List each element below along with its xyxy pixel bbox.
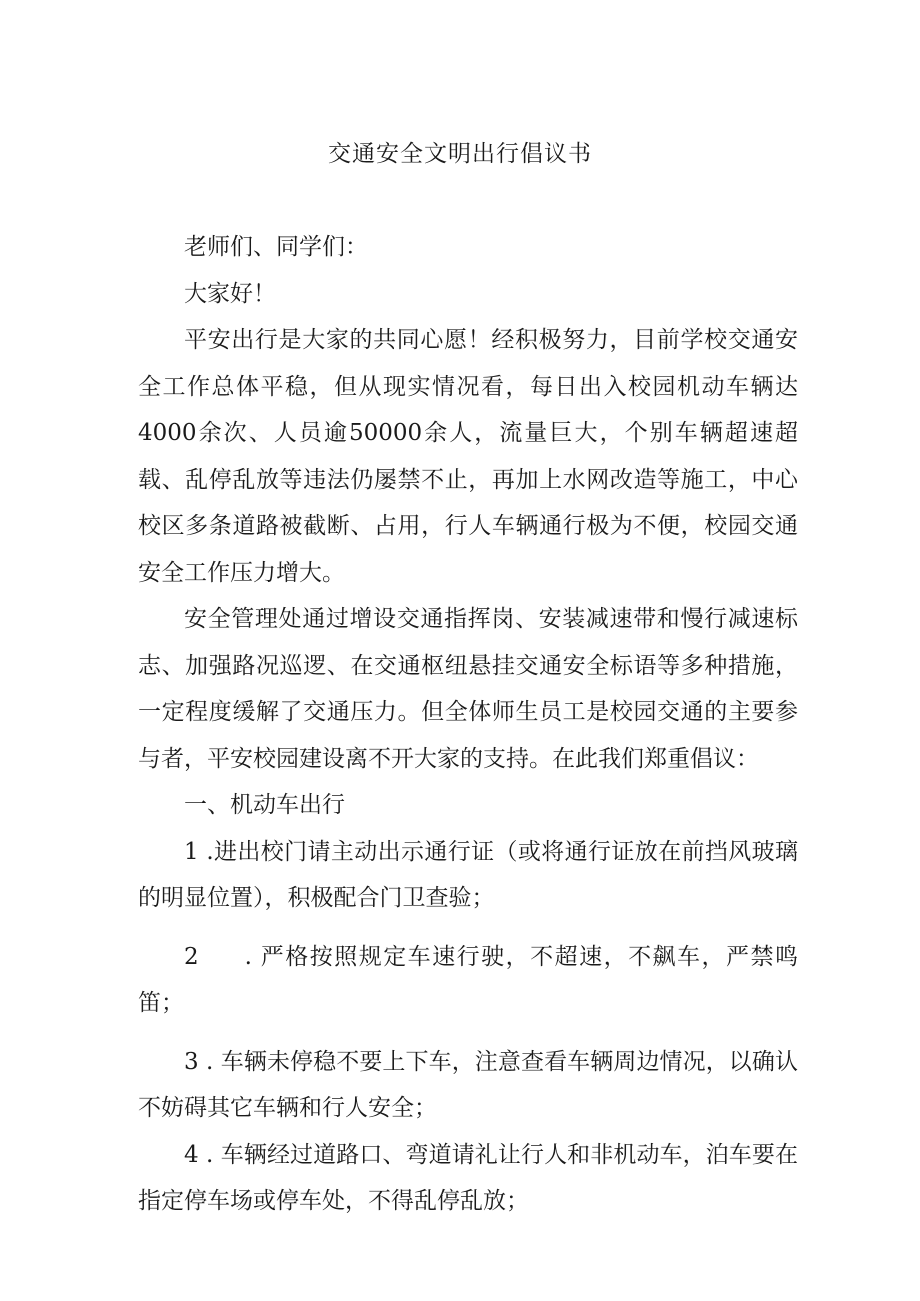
item-text: . 严格按照规定车速行驶，不超速，不飙车，严禁鸣笛；: [138, 943, 798, 1016]
section-heading-motor-vehicle: 一、机动车出行: [184, 792, 345, 818]
item-text: .进出校门请主动出示通行证（或将通行证放在前挡风玻璃的明显位置），积极配合门卫查验；: [138, 838, 798, 911]
item-text: . 车辆经过道路口、弯道请礼让行人和非机动车，泊车要在指定停车场或停车处，不得乱停乱放；: [138, 1141, 798, 1214]
item-number: 3: [184, 1048, 199, 1075]
document-title: 交通安全文明出行倡议书: [328, 141, 592, 167]
greeting: 大家好！: [184, 280, 276, 307]
list-item: [138, 934, 798, 1027]
item-number: 1: [184, 838, 199, 865]
document-body: [138, 224, 798, 1225]
item-number: 4: [184, 1141, 199, 1168]
list-item: [138, 1132, 798, 1225]
list-item: [138, 1039, 798, 1132]
salutation: 老师们、同学们：: [184, 234, 368, 260]
item-text: . 车辆未停稳不要上下车，注意查看车辆周边情况，以确认不妨碍其它车辆和行人安全；: [138, 1048, 798, 1121]
paragraph-measures: 安全管理处通过增设交通指挥岗、安装减速带和慢行减速标志、加强路况巡逻、在交通枢纽悬挂交通安全标语等多种措施，一定程度缓解了交通压力。但全体师生员工是校园交通的主要参与者，平安校园建设离不开大家的支持。在此我们郑重倡议：: [138, 606, 798, 772]
item-number: 2: [184, 943, 199, 970]
paragraph-intro: 平安出行是大家的共同心愿！经积极努力，目前学校交通安全工作总体平稳，但从现实情况看，每日出入校园机动车辆达4000余次、人员逾50000余人，流量巨大，个别车辆超速超载、乱停乱放等违法仍屡禁不止，再加上水网改造等施工，中心校区多条道路被截断、占用，行人车辆通行极为不便，校园交通安全工作压力增大。: [138, 327, 798, 586]
list-item: [138, 829, 798, 922]
